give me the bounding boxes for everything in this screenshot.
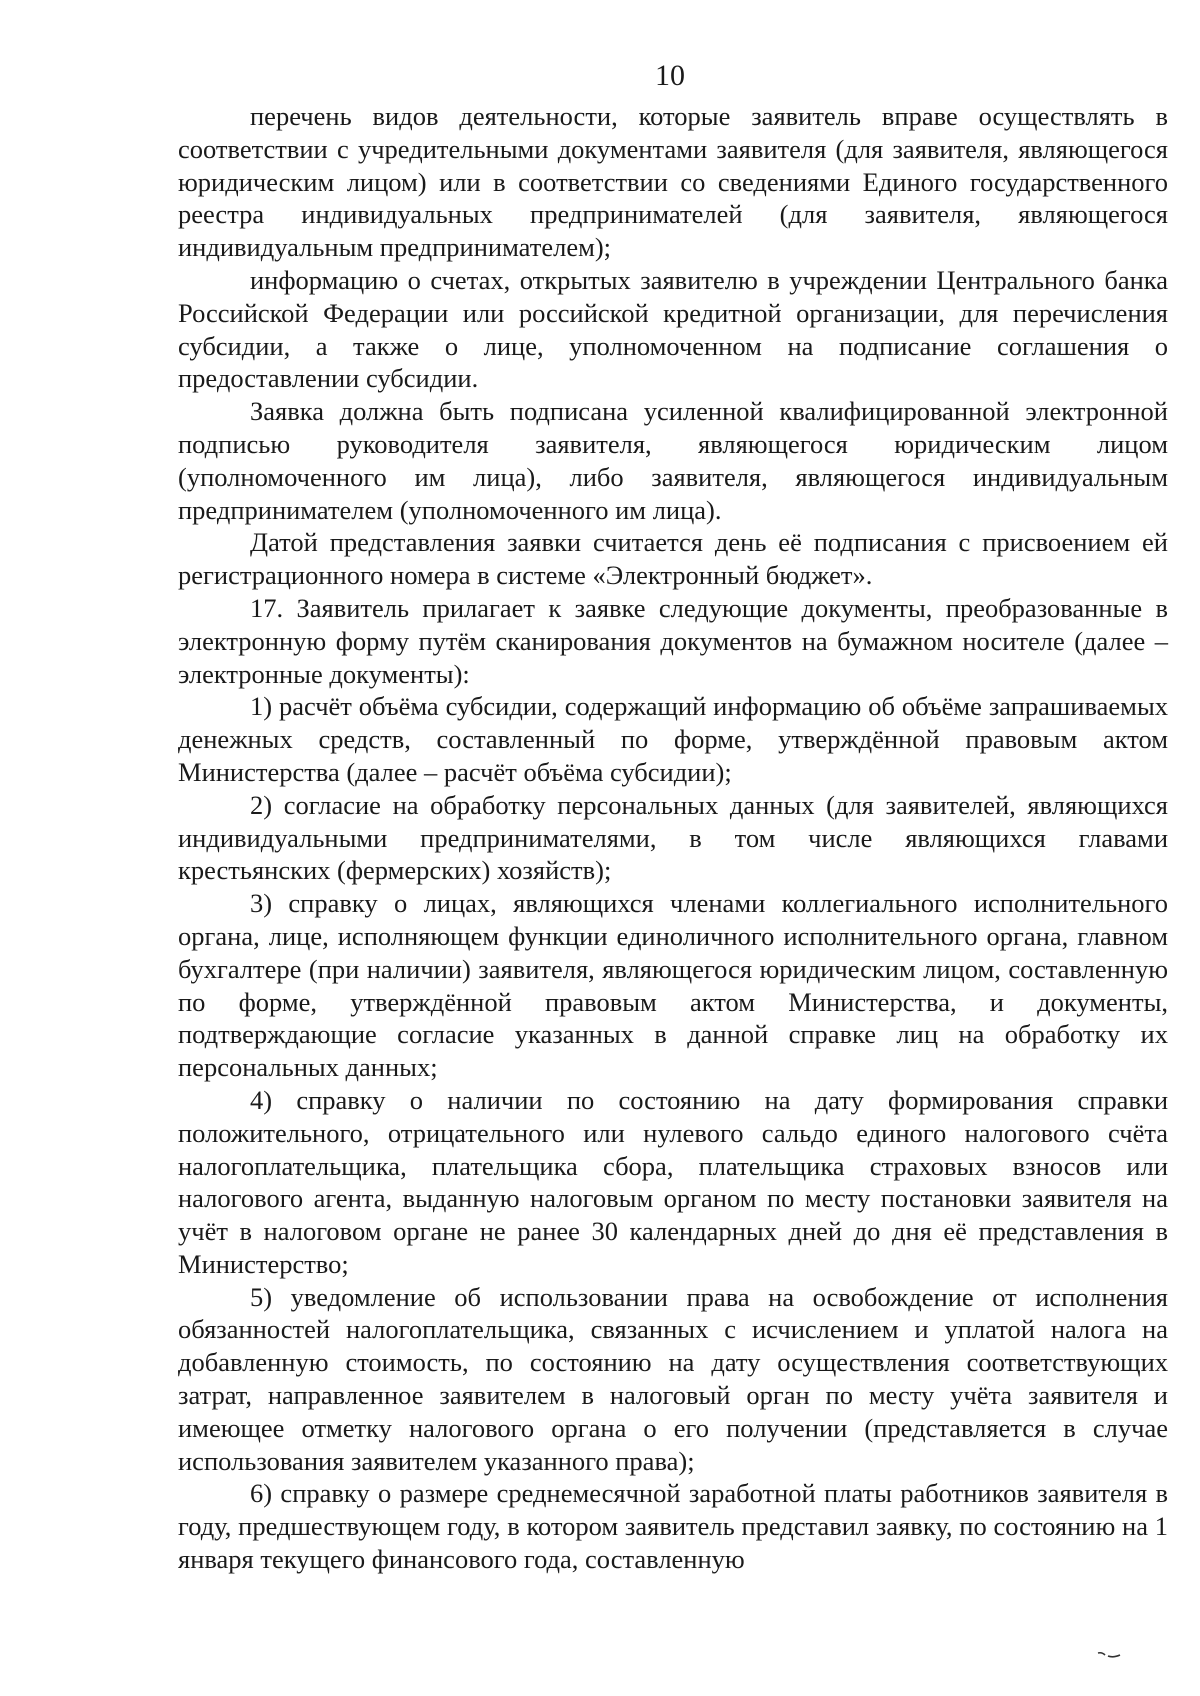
list-item-2: 2) согласие на обработку персональных данных (для заявителей, являющихся индивидуальными предпринимателями, в том числе являющихся главами крестьянских (фермерских) хозяйств); [178,789,1168,886]
paragraph-submission-date: Датой представления заявки считается день её подписания с присвоением ей регистрационного номера в системе «Электронный бюджет». [178,527,1168,591]
paragraph-item-17: 17. Заявитель прилагает к заявке следующие документы, преобразованные в электронную форму путём сканирования документов на бумажном носителе (далее – электронные документы): [178,592,1168,689]
list-item-3: 3) справку о лицах, являющихся членами коллегиального исполнительного органа, лице, исполняющем функции единоличного исполнительного органа, главном бухгалтере (при наличии) заявителя, являющегося юридическим лицом, составленную по форме, утверждённой правовым актом Министерства, и документы, подтверждающие согласие указанных в данной справке лиц на обработку их персональных данных; [178,888,1168,1083]
list-item-5: 5) уведомление об использовании права на освобождение от исполнения обязанностей налогоплательщика, связанных с исчислением и уплатой налога на добавленную стоимость, по состоянию на дату осуществления соответствующих затрат, направленное заявителем в налоговый орган по месту учёта заявителя и имеющее отметку налогового органа о его получении (представляется в случае использования заявителем указанного права); [178,1281,1168,1476]
document-body [178,100,1168,1576]
scan-mark-icon [1096,1650,1122,1660]
page-number: 10 [655,59,685,92]
paragraph-activities-list: перечень видов деятельности, которые заявитель вправе осуществлять в соответствии с учредительными документами заявителя (для заявителя, являющегося юридическим лицом) или в соответствии со сведениями Единого государственного реестра индивидуальных предпринимателей (для заявителя, являющегося индивидуальным предпринимателем); [178,101,1168,263]
paragraph-signature-requirement: Заявка должна быть подписана усиленной квалифицированной электронной подписью руководителя заявителя, являющегося юридическим лицом (уполномоченного им лица), либо заявителя, являющегося индивидуальным предпринимателем (уполномоченного им лица). [178,396,1168,525]
list-item-1: 1) расчёт объёма субсидии, содержащий информацию об объёме запрашиваемых денежных средств, составленный по форме, утверждённой правовым актом Министерства (далее – расчёт объёма субсидии); [178,691,1168,787]
list-item-4: 4) справку о наличии по состоянию на дату формирования справки положительного, отрицательного или нулевого сальдо единого налогового счёта налогоплательщика, плательщика сбора, плательщика страховых взносов или налогового агента, выданную налоговым органом по месту постановки заявителя на учёт в налоговом органе не ранее 30 календарных дней до дня её представления в Министерство; [178,1084,1168,1279]
list-item-6: 6) справку о размере среднемесячной заработной платы работников заявителя в году, предшествующем году, в котором заявитель представил заявку, по состоянию на 1 января текущего финансового года, составленную [178,1478,1168,1575]
paragraph-bank-accounts: информацию о счетах, открытых заявителю в учреждении Центрального банка Российской Федерации или российской кредитной организации, для перечисления субсидии, а также о лице, уполномоченном на подписание соглашения о предоставлении субсидии. [178,264,1168,394]
